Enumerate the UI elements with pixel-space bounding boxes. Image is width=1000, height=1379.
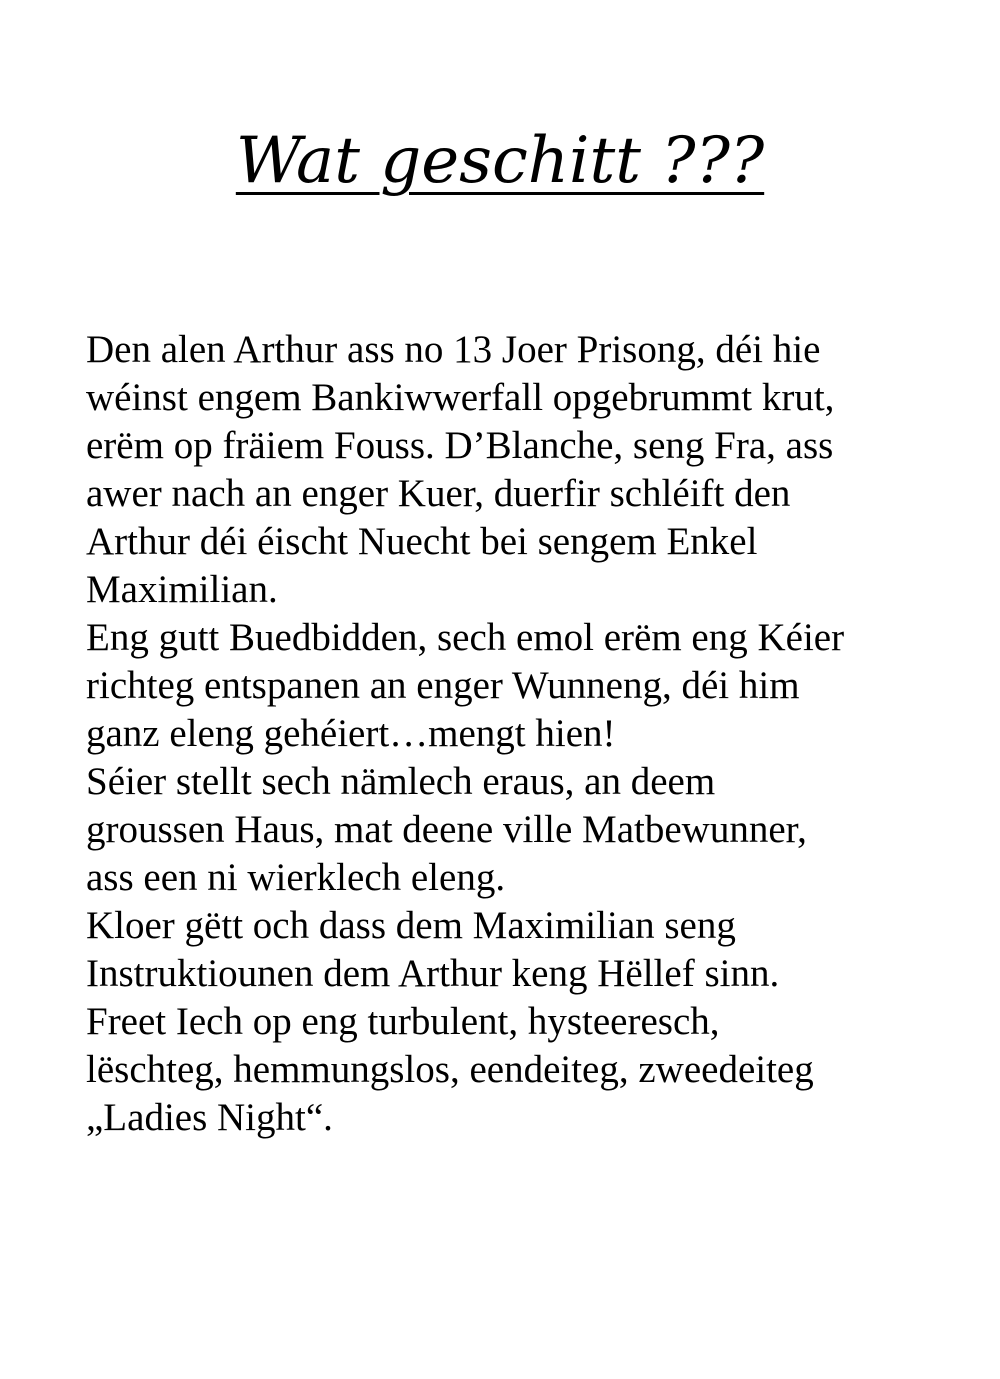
text-line: erëm op fräiem Fouss. D’Blanche, seng Fra, ass — [86, 424, 834, 467]
text-line: Kloer gëtt och dass dem Maximilian seng — [86, 904, 736, 947]
text-line: Maximilian. — [86, 568, 278, 611]
document-title-text: Wat geschitt ??? — [235, 124, 765, 198]
text-line: Instruktiounen dem Arthur keng Hëllef sinn. — [86, 952, 780, 995]
text-line: awer nach an enger Kuer, duerfir schléift den — [86, 472, 791, 515]
text-line: „Ladies Night“. — [86, 1096, 333, 1139]
text-line: Freet Iech op eng turbulent, hysteeresch, — [86, 1000, 720, 1043]
text-line: Den alen Arthur ass no 13 Joer Prisong, déi hie — [86, 328, 821, 371]
text-line: richteg entspanen an enger Wunneng, déi him — [86, 664, 800, 707]
text-line: groussen Haus, mat deene ville Matbewunner, — [86, 808, 807, 851]
text-line: Arthur déi éischt Nuecht bei sengem Enkel — [86, 520, 758, 563]
text-line: Séier stellt sech nämlech eraus, an deem — [86, 760, 716, 803]
text-line: ass een ni wierklech eleng. — [86, 856, 506, 899]
document-body — [86, 326, 966, 1142]
text-line: lëschteg, hemmungslos, eendeiteg, zweedeiteg — [86, 1048, 814, 1091]
document-title — [0, 118, 1000, 204]
text-line: Eng gutt Buedbidden, sech emol erëm eng Kéier — [86, 616, 845, 659]
text-line: ganz eleng gehéiert…mengt hien! — [86, 712, 616, 755]
text-line: wéinst engem Bankiwwerfall opgebrummt krut, — [86, 376, 835, 419]
